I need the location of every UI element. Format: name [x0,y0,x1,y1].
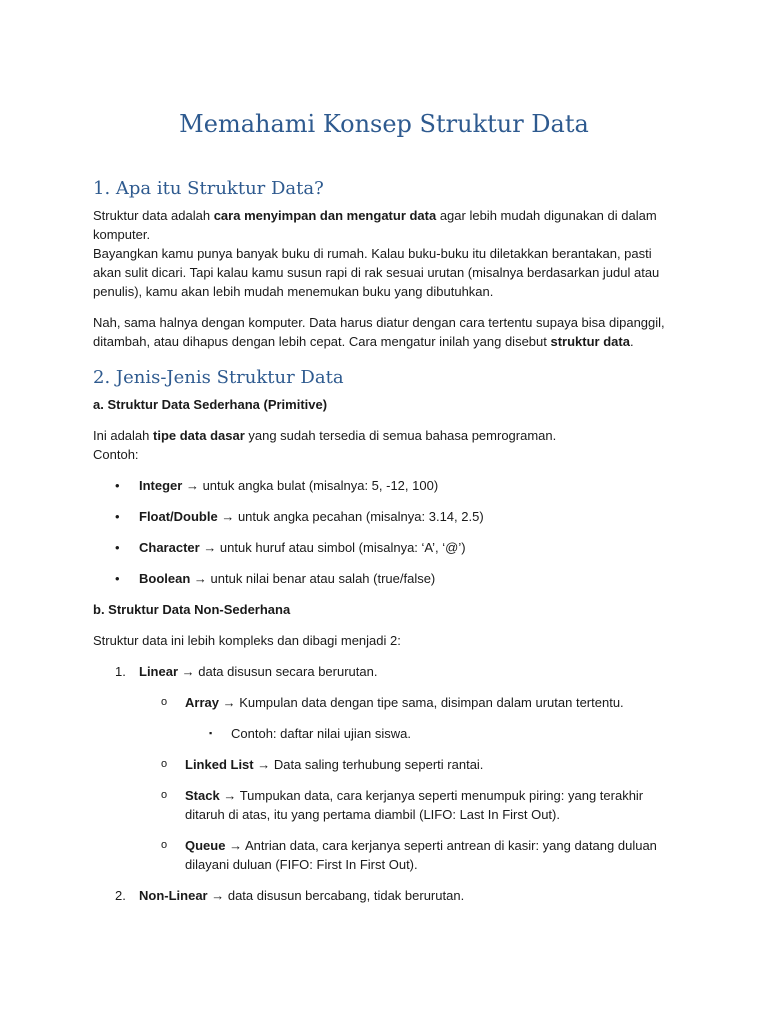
list-item-array: o Array → Kumpulan data dengan tipe sama, disimpan dalam urutan tertentu. [161,695,624,710]
list-item: • Integer → untuk angka bulat (misalnya: 5, -12, 100) [115,478,439,493]
section-1-heading: 1. Apa itu Struktur Data? [93,178,324,199]
primitive-example-label: Contoh: [93,447,139,462]
list-item-linear: 1. Linear → data disusun secara berurutan. [115,664,378,679]
section-1-paragraph-3: Nah, sama halnya dengan komputer. Data harus diatur dengan cara tertentu supaya bisa dipanggil, ditambah, atau dihapus dengan lebih cepat. Cara mengatur inilah yang disebut struktur data. [93,315,665,349]
document-body [93,176,683,905]
list-item-stack: o Stack → Tumpukan data, cara kerjanya seperti menumpuk piring: yang terakhir ditaruh di atas, itu yang pertama diambil (LIFO: Last In First Out). [161,788,644,822]
section-2-heading: 2. Jenis-Jenis Struktur Data [93,367,344,388]
document-title: Memahami Konsep Struktur Data [179,110,589,138]
bullet-disc-icon: • [115,571,120,586]
bullet-disc-icon: • [115,540,120,555]
list-item: • Boolean → untuk nilai benar atau salah (true/false) [115,571,436,586]
bullet-circle-icon: o [161,839,168,851]
list-item: • Character → untuk huruf atau simbol (misalnya: ‘A’, ‘@’) [115,540,466,555]
bullet-circle-icon: o [161,758,168,770]
bullet-disc-icon: • [115,478,120,493]
subheading-primitive: a. Struktur Data Sederhana (Primitive) [93,397,328,412]
list-item-non-linear: 2. Non-Linear → data disusun bercabang, tidak berurutan. [115,888,465,903]
section-1-paragraph-1: Struktur data adalah cara menyimpan dan mengatur data agar lebih mudah digunakan di dalam komputer. [93,208,657,242]
list-item: • Float/Double → untuk angka pecahan (misalnya: 3.14, 2.5) [115,509,484,524]
list-item-array-example: ▪ Contoh: daftar nilai ujian siswa. [209,726,411,741]
non-primitive-intro: Struktur data ini lebih kompleks dan dibagi menjadi 2: [93,633,401,648]
subheading-non-primitive: b. Struktur Data Non-Sederhana [93,602,291,617]
primitive-intro: Ini adalah tipe data dasar yang sudah tersedia di semua bahasa pemrograman. [93,428,557,443]
bullet-circle-icon: o [161,789,168,801]
list-item-queue: o Queue → Antrian data, cara kerjanya seperti antrean di kasir: yang datang duluan dilayani duluan (FIFO: First In First Out). [161,838,657,872]
bullet-disc-icon: • [115,509,120,524]
bullet-square-icon: ▪ [209,728,213,738]
list-item-linked-list: o Linked List → Data saling terhubung seperti rantai. [161,757,484,772]
bullet-circle-icon: o [161,696,168,708]
primitive-list [93,476,683,588]
section-1-paragraph-2: Bayangkan kamu punya banyak buku di rumah. Kalau buku-buku itu diletakkan berantakan, pasti akan sulit dicari. Tapi kalau kamu susun rapi di rak sesuai urutan (misalnya berdasarkan judul atau penulis), kamu akan lebih mudah menemukan buku yang dibutuhkan. [93,246,660,299]
